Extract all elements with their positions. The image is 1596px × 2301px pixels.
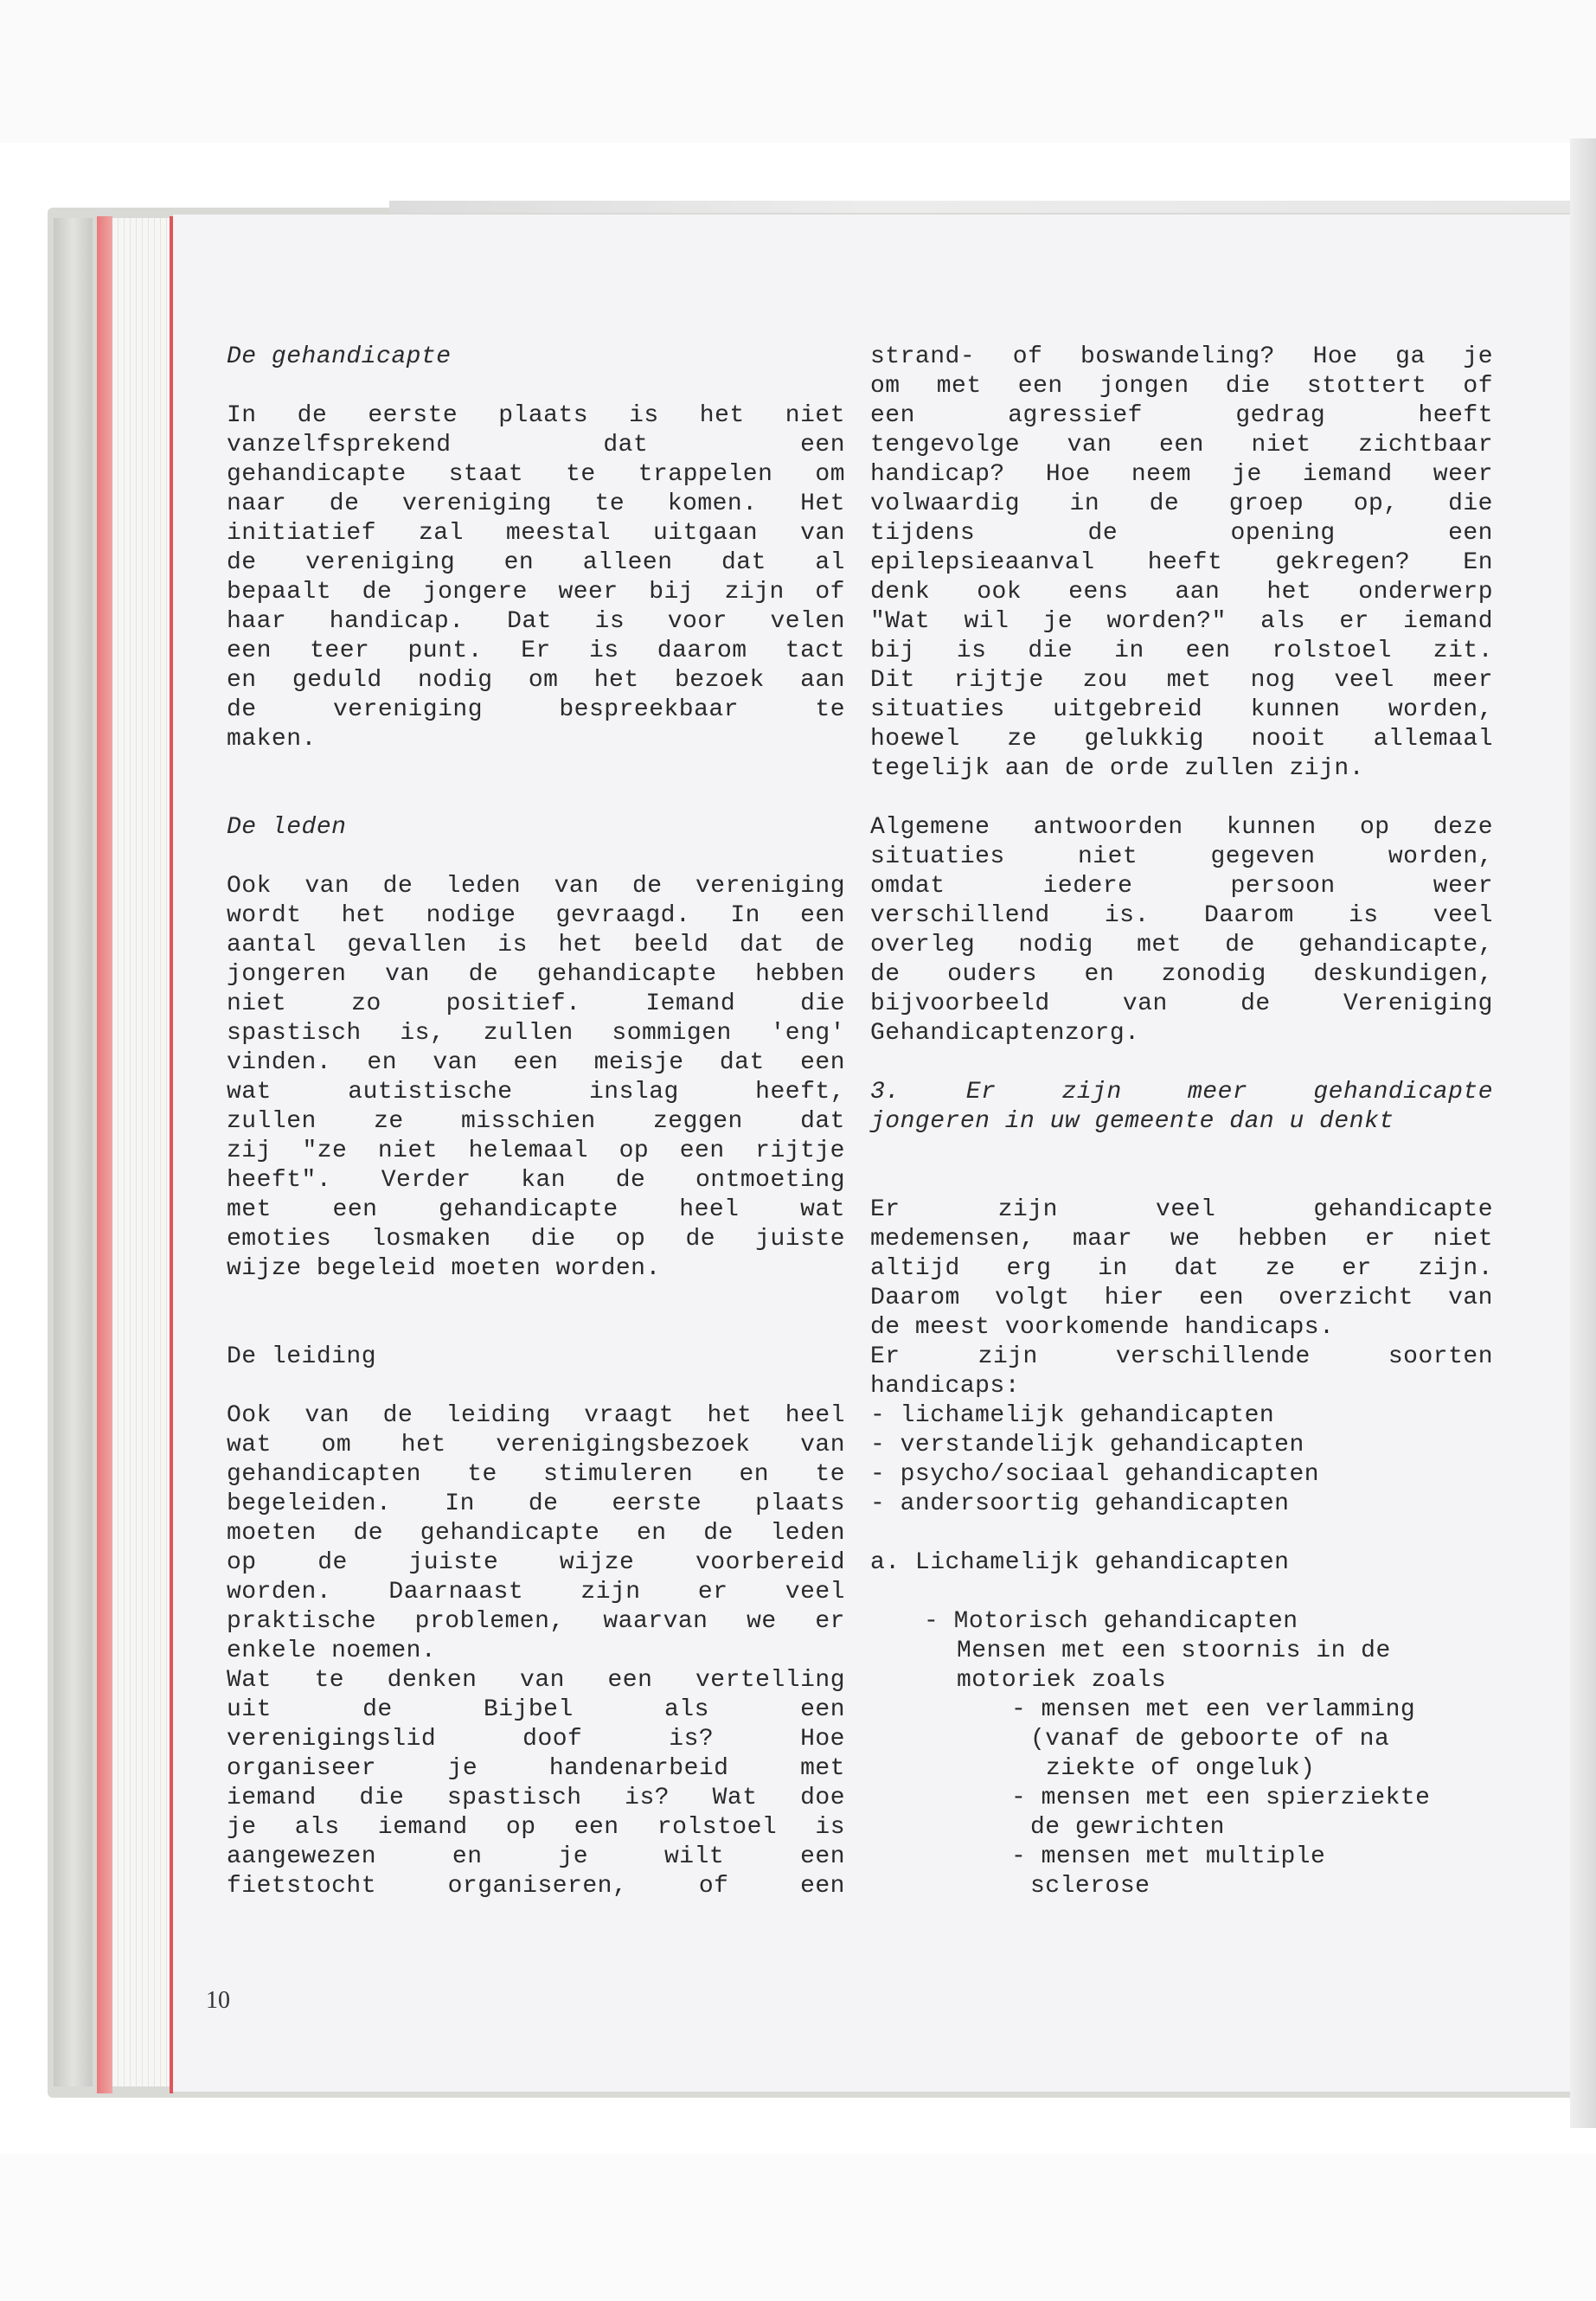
- section-heading-de-leiding: De leiding: [227, 1343, 377, 1370]
- motorisch-block: [870, 1607, 1493, 1901]
- text-line: iemand die spastisch is? Wat doe: [227, 1785, 845, 1811]
- text-line: Er zijn verschillende soorten: [870, 1343, 1493, 1370]
- text-line: Daarom volgt hier een overzicht van: [870, 1285, 1493, 1311]
- text-line: Mensen met een stoornis in de: [957, 1638, 1391, 1664]
- text-line: haar handicap. Dat is voor velen: [227, 608, 845, 635]
- text-line: gehandicapten te stimuleren en te: [227, 1461, 845, 1488]
- sub-list-item: - mensen met een verlamming: [1011, 1696, 1416, 1723]
- paragraph-situaties: [870, 343, 1493, 784]
- text-line: medemensen, maar we hebben er niet: [870, 1226, 1493, 1253]
- list-item: - psycho/sociaal gehandicapten: [870, 1461, 1320, 1488]
- text-line: verschillend is. Daarom is veel: [870, 902, 1493, 929]
- red-page-edge: [97, 216, 112, 2093]
- text-line: handicap? Hoe neem je iemand weer: [870, 461, 1493, 488]
- text-line: tengevolge van een niet zichtbaar: [870, 432, 1493, 458]
- section-heading-de-leden: De leden: [227, 814, 347, 841]
- text-line: handicaps:: [870, 1373, 1021, 1400]
- section-heading-line: 3. Er zijn meer gehandicapte: [870, 1079, 1493, 1106]
- text-line: organiseer je handenarbeid met: [227, 1755, 845, 1782]
- text-line: Dit rijtje zou met nog veel meer: [870, 667, 1493, 694]
- paragraph-de-leiding: [227, 1401, 845, 1901]
- text-line: Ook van de leiding vraagt het heel: [227, 1402, 845, 1429]
- text-line: een agressief gedrag heeft: [870, 402, 1493, 429]
- text-line: initiatief zal meestal uitgaan van: [227, 520, 845, 547]
- list-item: - verstandelijk gehandicapten: [870, 1432, 1304, 1458]
- text-line: emoties losmaken die op de juiste: [227, 1226, 845, 1253]
- page-number: 10: [206, 1987, 230, 2014]
- text-line: fietstocht organiseren, of een: [227, 1873, 845, 1900]
- text-line: tegelijk aan de orde zullen zijn.: [870, 755, 1364, 782]
- text-line: spastisch is, zullen sommigen 'eng': [227, 1020, 845, 1047]
- text-line: Algemene antwoorden kunnen op deze: [870, 814, 1493, 841]
- section-heading-de-gehandicapte: De gehandicapte: [227, 343, 452, 370]
- page-top-edge: [389, 201, 1596, 213]
- scan-margin-bottom: [0, 2154, 1596, 2301]
- text-line: praktische problemen, waarvan we er: [227, 1608, 845, 1635]
- text-line: bijvoorbeeld van de Vereniging: [870, 990, 1493, 1017]
- list-item-motorisch: - Motorisch gehandicapten: [924, 1608, 1298, 1635]
- text-line: heeft". Verder kan de ontmoeting: [227, 1167, 845, 1194]
- sub-list-item-continuation: (vanaf de geboorte of na: [1030, 1726, 1390, 1753]
- scan-margin-top: [0, 0, 1596, 143]
- section-heading-line: jongeren in uw gemeente dan u denkt: [870, 1108, 1394, 1135]
- text-line: omdat iedere persoon weer: [870, 873, 1493, 900]
- sub-list-item: - mensen met multiple: [1011, 1843, 1326, 1870]
- text-line: enkele noemen.: [227, 1638, 437, 1664]
- right-column: [870, 343, 1493, 1901]
- text-line: Wat te denken van een vertelling: [227, 1667, 845, 1694]
- sub-list-item-continuation: de gewrichten: [1030, 1814, 1225, 1841]
- left-column: [227, 343, 845, 1901]
- text-line: niet zo positief. Iemand die: [227, 990, 845, 1017]
- text-line: zij "ze niet helemaal op een rijtje: [227, 1138, 845, 1164]
- text-line: Ook van de leden van de vereniging: [227, 873, 845, 900]
- text-line: In de eerste plaats is het niet: [227, 402, 845, 429]
- text-line: en geduld nodig om het bezoek aan: [227, 667, 845, 694]
- text-line: "Wat wil je worden?" als er iemand: [870, 608, 1493, 635]
- paragraph-overzicht: [870, 1195, 1493, 1401]
- paragraph-de-gehandicapte: [227, 401, 845, 754]
- text-line: de meest voorkomende handicaps.: [870, 1314, 1335, 1341]
- text-line: vinden. en van een meisje dat een: [227, 1049, 845, 1076]
- text-line: strand- of boswandeling? Hoe ga je: [870, 343, 1493, 370]
- text-line: bij is die in een rolstoel zit.: [870, 638, 1493, 664]
- text-line: naar de vereniging te komen. Het: [227, 490, 845, 517]
- text-line: altijd erg in dat ze er zijn.: [870, 1255, 1493, 1282]
- text-line: situaties niet gegeven worden,: [870, 843, 1493, 870]
- list-item: - andersoortig gehandicapten: [870, 1490, 1290, 1517]
- text-line: zullen ze misschien zeggen dat: [227, 1108, 845, 1135]
- text-line: situaties uitgebreid kunnen worden,: [870, 696, 1493, 723]
- text-line: worden. Daarnaast zijn er veel: [227, 1579, 845, 1606]
- text-line: wordt het nodige gevraagd. In een: [227, 902, 845, 929]
- text-line: je als iemand op een rolstoel is: [227, 1814, 845, 1841]
- text-line: wat om het verenigingsbezoek van: [227, 1432, 845, 1458]
- text-line: maken.: [227, 726, 317, 753]
- text-line: aantal gevallen is het beeld dat de: [227, 932, 845, 958]
- text-line: tijdens de opening een: [870, 520, 1493, 547]
- text-line: hoewel ze gelukkig nooit allemaal: [870, 726, 1493, 753]
- text-line: wat autistische inslag heeft,: [227, 1079, 845, 1106]
- page-stack-edges: [112, 218, 173, 2086]
- text-line: een teer punt. Er is daarom tact: [227, 638, 845, 664]
- text-line: volwaardig in de groep op, die: [870, 490, 1493, 517]
- list-item: - lichamelijk gehandicapten: [870, 1402, 1275, 1429]
- text-line: overleg nodig met de gehandicapte,: [870, 932, 1493, 958]
- text-line: moeten de gehandicapte en de leden: [227, 1520, 845, 1547]
- paragraph-de-leden: [227, 872, 845, 1284]
- section-heading-3: [870, 1078, 1493, 1137]
- text-line: aangewezen en je wilt een: [227, 1843, 845, 1870]
- page-right-edge: [1570, 138, 1596, 2128]
- text-line: de vereniging en alleen dat al: [227, 549, 845, 576]
- text-line: motoriek zoals: [957, 1667, 1167, 1694]
- text-line: bepaalt de jongere weer bij zijn of: [227, 579, 845, 606]
- sub-list-item: - mensen met een spierziekte: [1011, 1785, 1431, 1811]
- text-line: Er zijn veel gehandicapte: [870, 1196, 1493, 1223]
- sub-list-item-continuation: ziekte of ongeluk): [1046, 1755, 1316, 1782]
- text-line: uit de Bijbel als een: [227, 1696, 845, 1723]
- text-line: jongeren van de gehandicapte hebben: [227, 961, 845, 988]
- paragraph-algemene-antwoorden: [870, 813, 1493, 1048]
- text-line: denk ook eens aan het onderwerp: [870, 579, 1493, 606]
- text-line: epilepsieaanval heeft gekregen? En: [870, 549, 1493, 576]
- text-line: begeleiden. In de eerste plaats: [227, 1490, 845, 1517]
- text-line: met een gehandicapte heel wat: [227, 1196, 845, 1223]
- handicap-types-list: [870, 1401, 1493, 1519]
- text-line: om met een jongen die stottert of: [870, 373, 1493, 400]
- sub-list-item-continuation: sclerose: [1030, 1873, 1151, 1900]
- subheading-lichamelijk: a. Lichamelijk gehandicapten: [870, 1549, 1290, 1576]
- text-line: verenigingslid doof is? Hoe: [227, 1726, 845, 1753]
- text-line: vanzelfsprekend dat een: [227, 432, 845, 458]
- book-spine: [54, 218, 93, 2086]
- text-line: op de juiste wijze voorbereid: [227, 1549, 845, 1576]
- text-line: de vereniging bespreekbaar te: [227, 696, 845, 723]
- text-line: Gehandicaptenzorg.: [870, 1020, 1140, 1047]
- text-line: de ouders en zonodig deskundigen,: [870, 961, 1493, 988]
- text-line: wijze begeleid moeten worden.: [227, 1255, 661, 1282]
- text-line: gehandicapte staat te trappelen om: [227, 461, 845, 488]
